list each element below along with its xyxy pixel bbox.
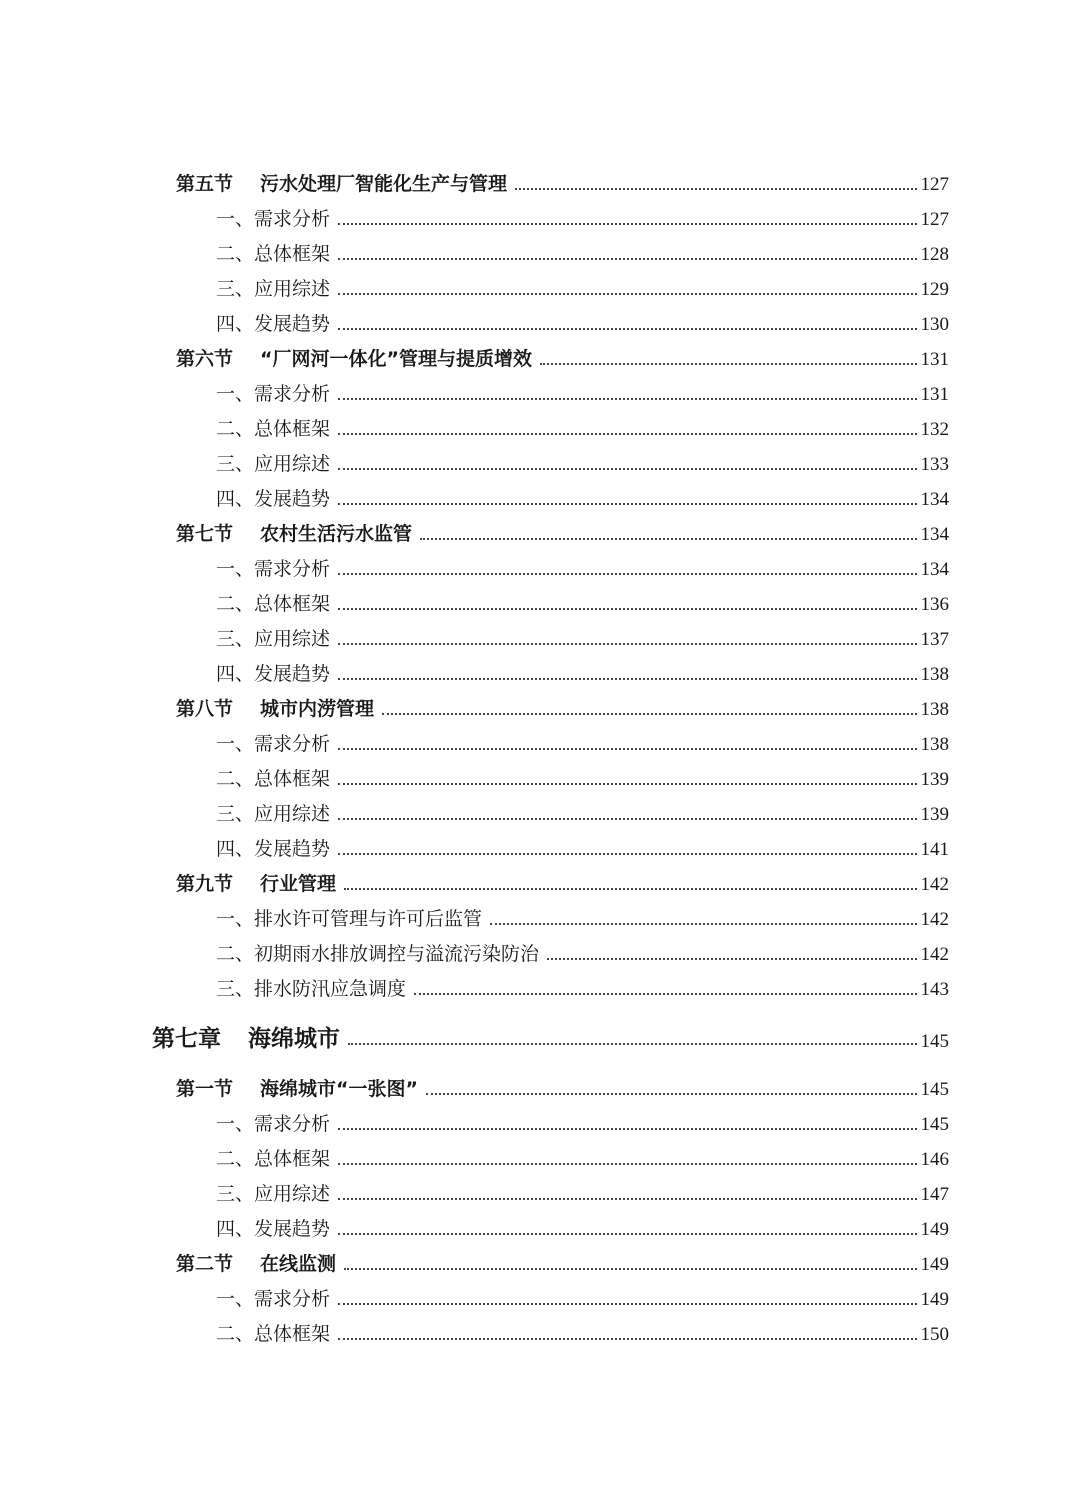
toc-page-number: 130 [920,314,949,335]
toc-item-row[interactable] [216,796,949,826]
toc-page-number: 146 [920,1149,949,1170]
toc-section-title: 污水处理厂智能化生产与管理 [260,173,508,195]
toc-page-number: 138 [920,664,949,685]
toc-item-row[interactable] [216,306,949,336]
dot-leader [338,608,916,610]
toc-item-row[interactable] [216,481,949,511]
toc-item-row[interactable] [216,1176,949,1206]
toc-section-number: 第五节 [176,173,234,195]
dot-leader [338,573,916,575]
dot-leader [420,538,916,540]
toc-item-title: 二、总体框架 [216,418,331,440]
toc-section-title: 城市内涝管理 [260,698,375,720]
toc-page-number: 145 [920,1114,949,1135]
dot-leader [338,1233,916,1235]
toc-item-title: 一、需求分析 [216,1288,331,1310]
toc-section-row[interactable] [176,1246,949,1276]
dot-leader [490,923,916,925]
dot-leader [540,363,917,365]
dot-leader [344,888,916,890]
toc-item-row[interactable] [216,656,949,686]
toc-section-row[interactable] [176,516,949,546]
toc-item-row[interactable] [216,936,949,966]
toc-item-title: 四、发展趋势 [216,1218,331,1240]
toc-page-number: 149 [920,1254,949,1275]
toc-page-number: 142 [920,874,949,895]
dot-leader [338,853,916,855]
toc-page-number: 129 [920,279,949,300]
toc-chapter-number: 第七章 [152,1025,221,1052]
toc-item-row[interactable] [216,586,949,616]
toc-item-row[interactable] [216,901,949,931]
toc-page-number: 128 [920,244,949,265]
dot-leader [338,678,916,680]
dot-leader [338,503,916,505]
toc-item-title: 一、需求分析 [216,383,331,405]
toc-section-number: 第二节 [176,1253,234,1275]
toc-section-number: 第六节 [176,348,234,370]
toc-page-number: 139 [920,804,949,825]
toc-page-number: 142 [920,944,949,965]
toc-section-title: 海绵城市“一张图” [260,1078,418,1100]
dot-leader [338,293,916,295]
toc-item-title: 四、发展趋势 [216,663,331,685]
toc-page-number: 136 [920,594,949,615]
toc-item-title: 四、发展趋势 [216,838,331,860]
toc-page-number: 150 [920,1324,949,1345]
toc-page-number: 149 [920,1219,949,1240]
toc-page-number: 127 [920,209,949,230]
toc-page-number: 131 [920,384,949,405]
toc-section-number: 第七节 [176,523,234,545]
toc-item-title: 二、总体框架 [216,1323,331,1345]
toc-item-title: 一、排水许可管理与许可后监管 [216,908,483,930]
dot-leader [344,1268,916,1270]
dot-leader [338,748,916,750]
toc-item-row[interactable] [216,726,949,756]
toc-item-title: 三、应用综述 [216,628,331,650]
dot-leader [338,468,916,470]
toc-item-row[interactable] [216,1316,949,1346]
toc-item-title: 一、需求分析 [216,558,331,580]
toc-item-title: 二、总体框架 [216,593,331,615]
toc-item-row[interactable] [216,376,949,406]
toc-page-number: 137 [920,629,949,650]
toc-item-row[interactable] [216,201,949,231]
toc-chapter-row[interactable] [152,1019,949,1053]
toc-section-number: 第九节 [176,873,234,895]
toc-item-title: 一、需求分析 [216,733,331,755]
toc-page-number: 138 [920,699,949,720]
dot-leader [338,1303,916,1305]
dot-leader [338,1338,916,1340]
toc-item-title: 一、需求分析 [216,1113,331,1135]
toc-section-title: 农村生活污水监管 [260,523,413,545]
toc-section-row[interactable] [176,691,949,721]
toc-item-row[interactable] [216,1211,949,1241]
toc-item-row[interactable] [216,621,949,651]
toc-item-row[interactable] [216,1141,949,1171]
toc-item-row[interactable] [216,831,949,861]
dot-leader [338,1198,916,1200]
toc-page-number: 145 [920,1031,949,1052]
dot-leader [382,713,916,715]
toc-page-number: 134 [920,489,949,510]
toc-item-row[interactable] [216,236,949,266]
dot-leader [338,223,916,225]
toc-section-row[interactable] [176,341,949,371]
toc-section-row[interactable] [176,866,949,896]
toc-section-title: 在线监测 [260,1253,337,1275]
toc-item-title: 二、初期雨水排放调控与溢流污染防治 [216,943,540,965]
toc-item-row[interactable] [216,1106,949,1136]
dot-leader [338,1163,916,1165]
dot-leader [338,1128,916,1130]
toc-item-title: 二、总体框架 [216,768,331,790]
toc-item-title: 四、发展趋势 [216,488,331,510]
toc-section-row[interactable] [176,166,949,196]
toc-page-number: 127 [920,174,949,195]
dot-leader [338,398,916,400]
toc-page-number: 134 [920,559,949,580]
toc-page-number: 139 [920,769,949,790]
toc-section-number: 第八节 [176,698,234,720]
dot-leader [515,188,916,190]
toc-item-title: 四、发展趋势 [216,313,331,335]
toc-item-title: 一、需求分析 [216,208,331,230]
toc-section-number: 第一节 [176,1078,234,1100]
toc-item-title: 三、应用综述 [216,278,331,300]
toc-section-row[interactable] [176,1071,949,1101]
toc-page-number: 141 [920,839,949,860]
toc-item-row[interactable] [216,971,949,1001]
toc-item-title: 二、总体框架 [216,1148,331,1170]
toc-item-row[interactable] [216,551,949,581]
toc-item-row[interactable] [216,1281,949,1311]
toc-section-title: 行业管理 [260,873,337,895]
toc-page-number: 138 [920,734,949,755]
dot-leader [547,958,916,960]
dot-leader [338,433,916,435]
toc-page-number: 132 [920,419,949,440]
toc-item-row[interactable] [216,271,949,301]
dot-leader [426,1093,917,1095]
toc-section-title: “厂网河一体化”管理与提质增效 [260,348,532,370]
dot-leader [414,993,916,995]
toc-page-number: 143 [920,979,949,1000]
dot-leader [348,1043,917,1045]
dot-leader [338,783,916,785]
toc-item-title: 三、应用综述 [216,453,331,475]
toc-page-number: 145 [920,1079,949,1100]
toc-item-title: 三、应用综述 [216,803,331,825]
toc-item-title: 二、总体框架 [216,243,331,265]
toc-page-number: 133 [920,454,949,475]
dot-leader [338,328,916,330]
dot-leader [338,818,916,820]
toc-page-number: 147 [920,1184,949,1205]
toc-item-title: 三、排水防汛应急调度 [216,978,407,1000]
toc-chapter-title: 海绵城市 [248,1025,340,1052]
toc-item-title: 三、应用综述 [216,1183,331,1205]
toc-item-row[interactable] [216,411,949,441]
toc-page-number: 134 [920,524,949,545]
toc-item-row[interactable] [216,446,949,476]
toc-item-row[interactable] [216,761,949,791]
dot-leader [338,258,916,260]
dot-leader [338,643,916,645]
toc-page-number: 149 [920,1289,949,1310]
toc-page-number: 142 [920,909,949,930]
toc-page-number: 131 [920,349,949,370]
